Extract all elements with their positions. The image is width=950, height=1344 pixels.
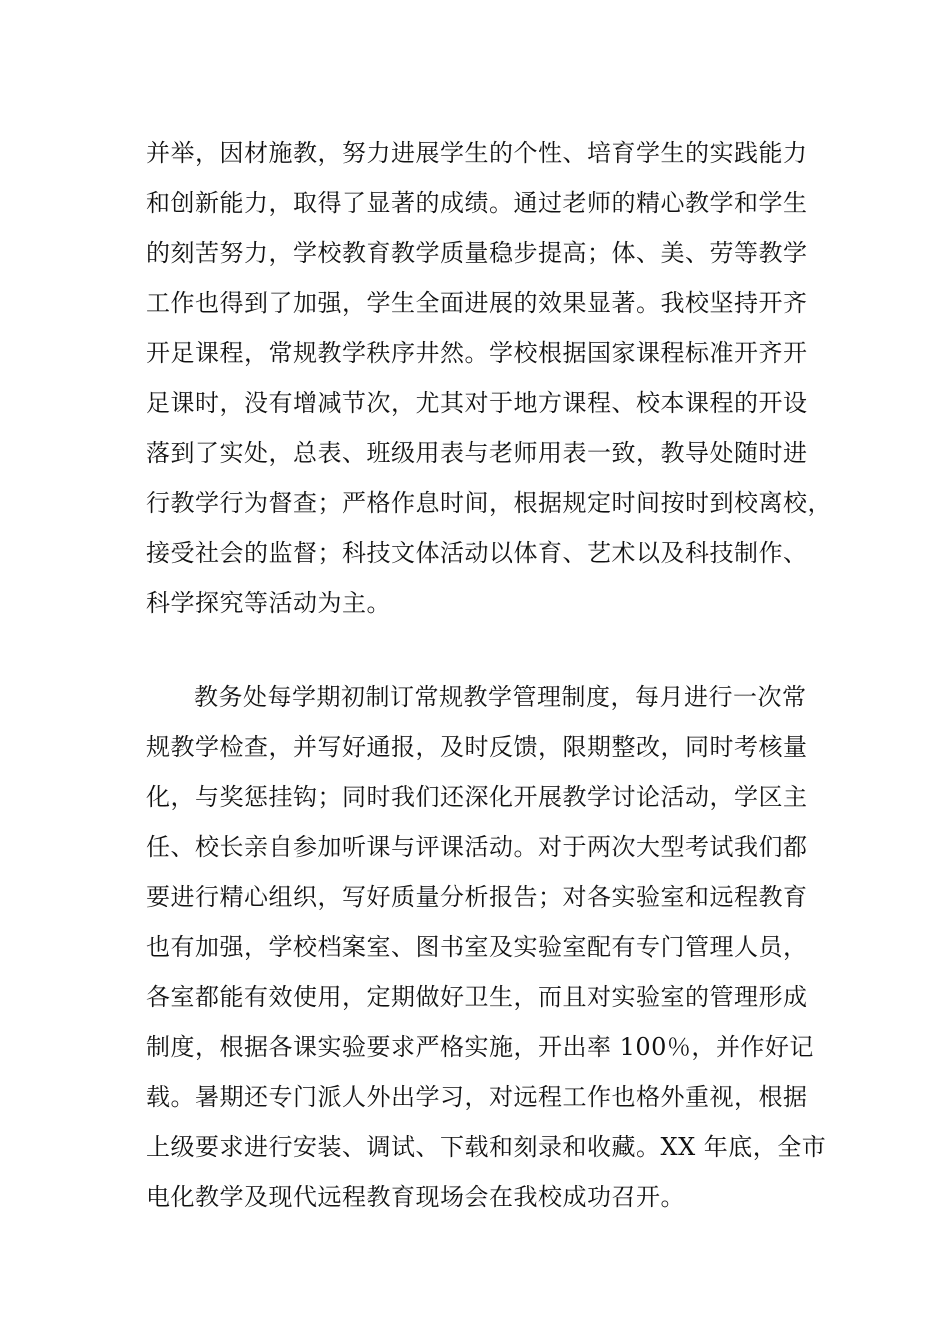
paragraph-line: 并举，因材施教，努力进展学生的个性、培育学生的实践能力 [146,139,808,167]
paragraph-line: 电化教学及现代远程教育现场会在我校成功召开。 [146,1183,685,1211]
paragraph-line: 的刻苦努力，学校教育教学质量稳步提高；体、美、劳等教学 [146,239,808,267]
paragraph-line: 载。暑期还专门派人外出学习，对远程工作也格外重视，根据 [146,1083,808,1111]
paragraph-line: 各室都能有效使用，定期做好卫生，而且对实验室的管理形成 [146,983,808,1011]
paragraph-line: 制度，根据各课实验要求严格实施，开出率 100％，并作好记 [146,1033,814,1061]
paragraph-line: 工作也得到了加强，学生全面进展的效果显著。我校坚持开齐 [146,289,808,317]
paragraph-line: 接受社会的监督；科技文体活动以体育、艺术以及科技制作、 [146,539,808,567]
paragraph-line: 要进行精心组织，写好质量分析报告；对各实验室和远程教育 [146,883,808,911]
paragraph-line: 规教学检查，并写好通报，及时反馈，限期整改，同时考核量 [146,733,808,761]
paragraph-line: 化，与奖惩挂钩；同时我们还深化开展教学讨论活动，学区主 [146,783,808,811]
paragraph-line: 开足课程，常规教学秩序井然。学校根据国家课程标准开齐开 [146,339,808,367]
paragraph-line: 足课时，没有增减节次，尤其对于地方课程、校本课程的开设 [146,389,808,417]
paragraph-line: 也有加强，学校档案室、图书室及实验室配有专门管理人员， [146,933,808,961]
paragraph-line: 落到了实处，总表、班级用表与老师用表一致，教导处随时进 [146,439,808,467]
paragraph-line: 行教学行为督查；严格作息时间，根据规定时间按时到校离校， [146,489,832,517]
paragraph-line: 和创新能力，取得了显著的成绩。通过老师的精心教学和学生 [146,189,808,217]
paragraph-line: 上级要求进行安装、调试、下载和刻录和收藏。XX 年底，全市 [146,1133,827,1161]
paragraph-line: 任、校长亲自参加听课与评课活动。对于两次大型考试我们都 [146,833,808,861]
paragraph-line: 教务处每学期初制订常规教学管理制度，每月进行一次常 [194,683,807,711]
paragraph-line: 科学探究等活动为主。 [146,589,391,617]
